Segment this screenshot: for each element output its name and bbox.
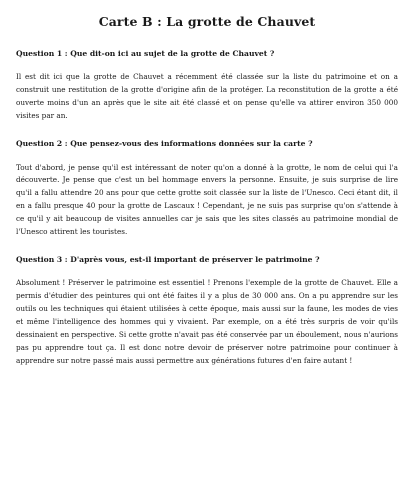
question-1-heading: Question 1 : Que dit-on ici au sujet de la grotte de Chauvet ? [16, 49, 275, 58]
question-3-heading: Question 3 : D'après vous, est-il important de préserver le patrimoine ? [16, 254, 320, 264]
question-2-answer: Tout d'abord, je pense qu'il est intéressant de noter qu'on a donné à la grotte, le nom de celui qui l'a découverte. Je pense que c'est un bel hommage envers la personne. Ensuite, je suis surprise de lire qu'il a fallu attendre 20 ans pour que cette grotte soit classée sur la liste de l'Unesco. Ceci étant dit, il en a fallu presque 40 pour la grotte de Lascaux ! Cependant, je ne suis pas surprise qu'on s'attende à ce qu'il y ait beaucoup de visites annuelles car je sais que les sites classés au patrimoine mondial de l'Unesco attirent les touristes. [16, 162, 398, 236]
section-question-3 [16, 255, 398, 368]
question-3-answer: Absolument ! Préserver le patrimoine est essentiel ! Prenons l'exemple de la grotte de Chauvet. Elle a permis d'étudier des peintures qui ont été faites il y a plus de 30 000 ans. On a pu apprendre sur les outils ou les techniques qui étaient utilisées à cette époque, mais aussi sur la faune, les modes de vies et même l'intelligence des hommes qui y vivaient. Par exemple, on a été très surpris de voir qu'ils dessinaient en perspective. Si cette grotte n'avait pas été conservée par un éboulement, nous n'aurions pas pu apprendre tout ça. Il est donc notre devoir de préserver notre patrimoine pour continuer à apprendre sur notre passé mais aussi permettre aux générations futures d'en faire autant ! [16, 278, 398, 365]
page-title: Carte B : La grotte de Chauvet [98, 14, 316, 29]
section-question-2 [16, 139, 398, 239]
question-1-answer: Il est dit ici que la grotte de Chauvet a récemment été classée sur la liste du patrimoine et on a construit une restitution de la grotte d'origine afin de la protéger. La reconstitution de la grotte a été ouverte moins d'un an après que le site ait été classé et on pense qu'elle va attirer environ 350 000 visites par an. [16, 72, 398, 121]
section-question-1 [16, 49, 398, 123]
question-2-heading: Question 2 : Que pensez-vous des informations données sur la carte ? [16, 139, 313, 149]
